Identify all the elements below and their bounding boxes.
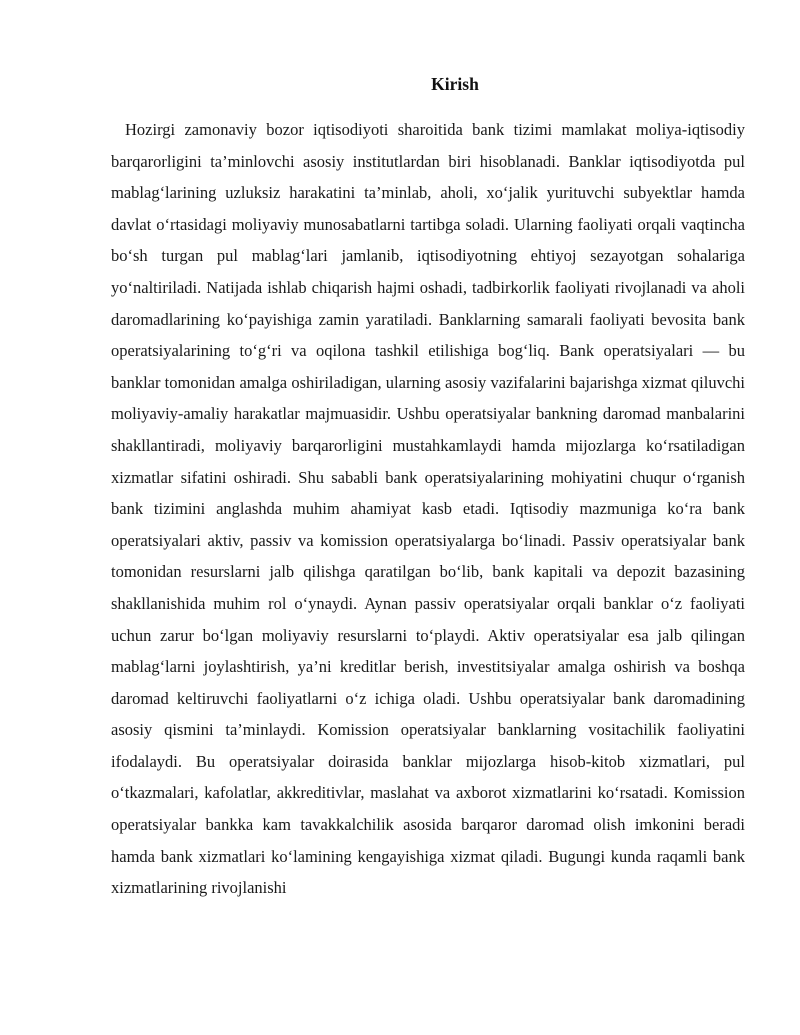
body-paragraph: Hozirgi zamonaviy bozor iqtisodiyoti sharoitida bank tizimi mamlakat moliya-iqtisodiy barqarorligini ta’minlovchi asosiy institutlardan biri hisoblanadi. Banklar iqtisodiyotda pul mablag‘larining uzluksiz harakatini ta’minlab, aholi, xo‘jalik yurituvchi subyektlar hamda davlat o‘rtasidagi moliyaviy munosabatlarni tartibga soladi. Ularning faoliyati orqali vaqtincha bo‘sh turgan pul mablag‘lari jamlanib, iqtisodiyotning ehtiyoj sezayotgan sohalariga yo‘naltiriladi. Natijada ishlab chiqarish hajmi oshadi, tadbirkorlik faoliyati rivojlanadi va aholi daromadlarining ko‘payishiga zamin yaratiladi. Banklarning samarali faoliyati bevosita bank operatsiyalarining to‘g‘ri va oqilona tashkil etilishiga bog‘liq. Bank operatsiyalari — bu banklar tomonidan amalga oshiriladigan, ularning asosiy vazifalarini bajarishga xizmat qiluvchi moliyaviy-amaliy harakatlar majmuasidir. Ushbu operatsiyalar bankning daromad manbalarini shakllantiradi, moliyaviy barqarorligini mustahkamlaydi hamda mijozlarga ko‘rsatiladigan xizmatlar sifatini oshiradi. Shu sababli bank operatsiyalarining mohiyatini chuqur o‘rganish bank tizimini anglashda muhim ahamiyat kasb etadi. Iqtisodiy mazmuniga ko‘ra bank operatsiyalari aktiv, passiv va komission operatsiyalarga bo‘linadi. Passiv operatsiyalar bank tomonidan resurslarni jalb qilishga qaratilgan bo‘lib, bank kapitali va depozit bazasining shakllanishida muhim rol o‘ynaydi. Aynan passiv operatsiyalar orqali banklar o‘z faoliyati uchun zarur bo‘lgan moliyaviy resurslarni to‘playdi. Aktiv operatsiyalar esa jalb qilingan mablag‘larni joylashtirish, ya’ni kreditlar berish, investitsiyalar amalga oshirish va boshqa daromad keltiruvchi faoliyatlarni o‘z ichiga oladi. Ushbu operatsiyalar bank daromadining asosiy qismini ta’minlaydi. Komission operatsiyalar banklarning vositachilik faoliyatini ifodalaydi. Bu operatsiyalar doirasida banklar mijozlarga hisob-kitob xizmatlari, pul o‘tkazmalari, kafolatlar, akkreditivlar, maslahat va axborot xizmatlarini ko‘rsatadi. Komission operatsiyalar bankka kam tavakkalchilik asosida barqaror daromad olish imkonini beradi hamda bank xizmatlari ko‘lamining kengayishiga xizmat qiladi. Bugungi kunda raqamli bank xizmatlarining rivojlanishi xyxy=(111,120,745,898)
section-title: Kirish xyxy=(431,74,479,94)
